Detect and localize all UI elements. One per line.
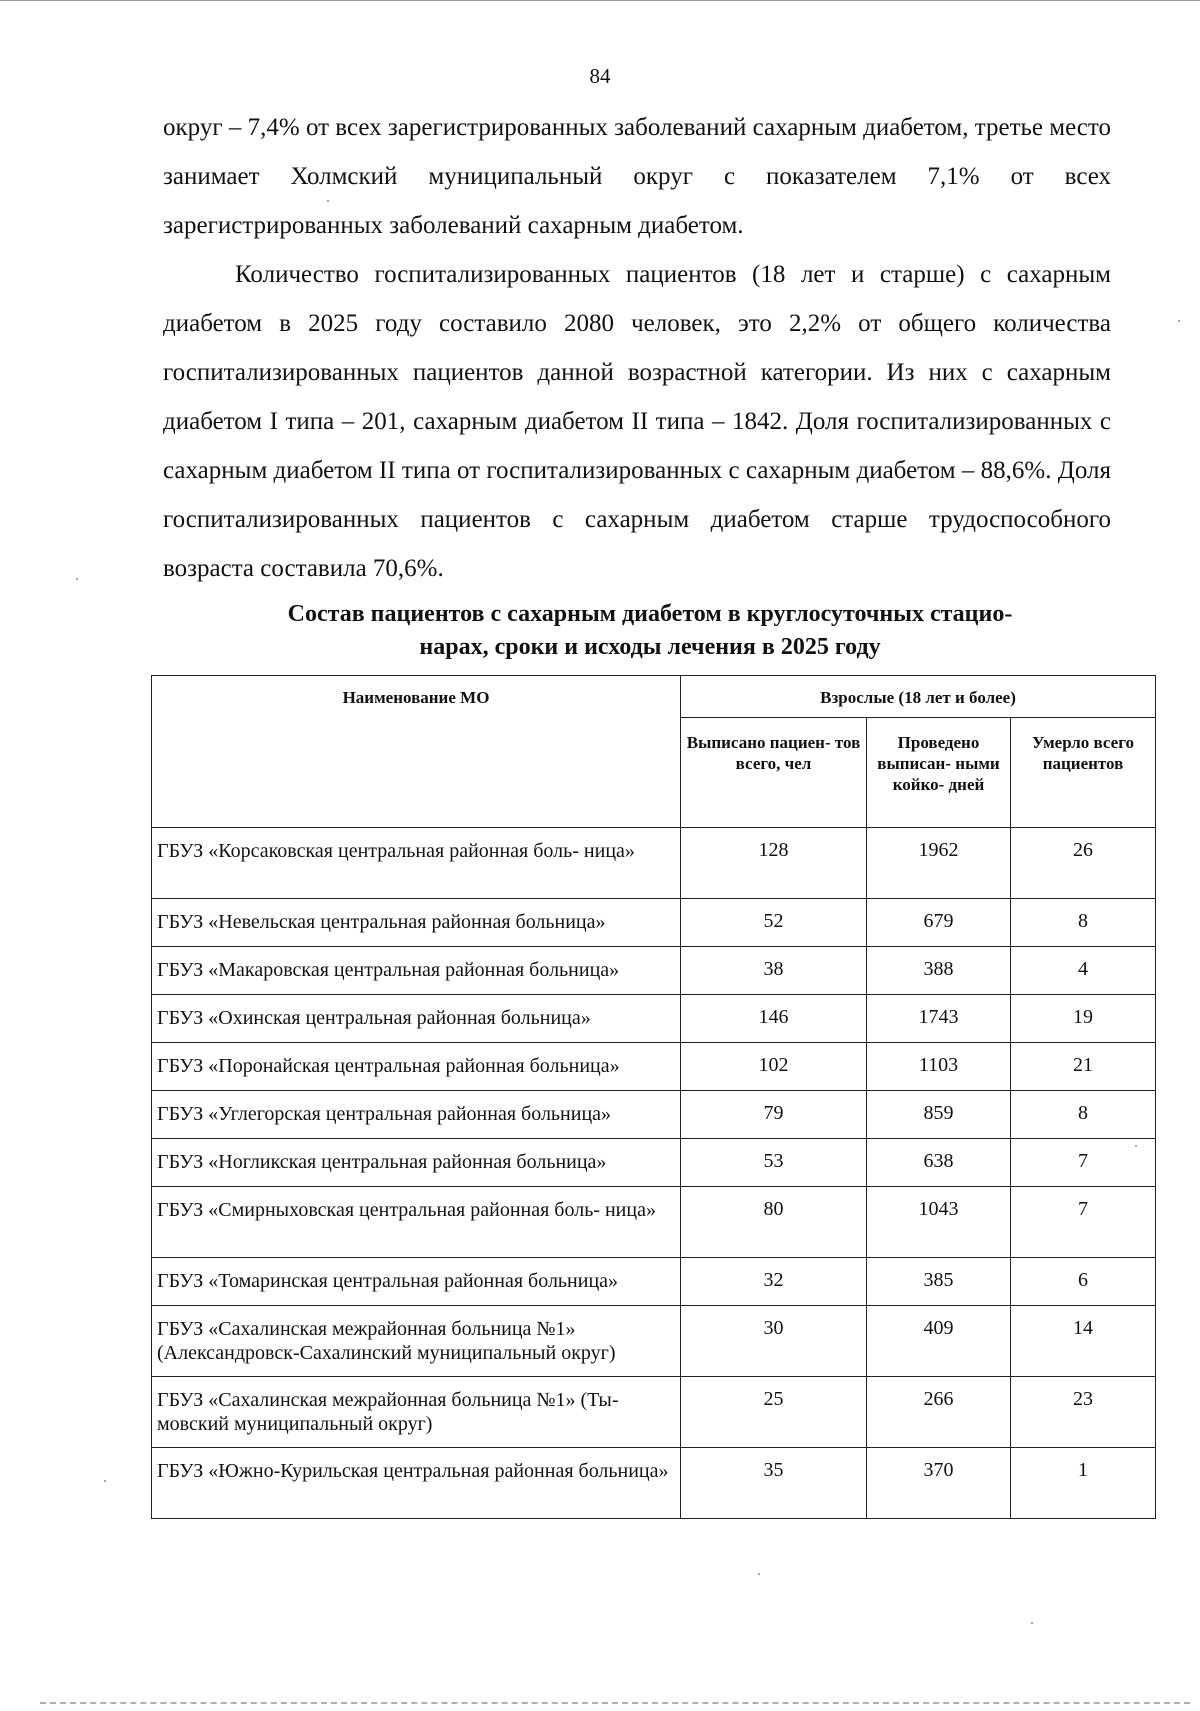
row-bed-days: 679: [867, 899, 1011, 947]
row-died: 7: [1011, 1187, 1156, 1258]
row-bed-days: 370: [867, 1448, 1011, 1519]
table-row: [152, 1187, 1156, 1258]
scan-speck: [104, 1480, 106, 1482]
row-organization-name: ГБУЗ «Углегорская центральная районная больница»: [152, 1091, 681, 1139]
row-organization-name: ГБУЗ «Ногликская центральная районная больница»: [152, 1139, 681, 1187]
scan-speck: [327, 200, 329, 202]
row-died: 23: [1011, 1377, 1156, 1448]
table-row: [152, 1377, 1156, 1448]
header-died: Умерло всего пациентов: [1011, 718, 1156, 828]
row-discharged: 38: [681, 947, 867, 995]
row-bed-days: 1103: [867, 1043, 1011, 1091]
row-bed-days: 388: [867, 947, 1011, 995]
table-title-line-2: нарах, сроки и исходы лечения в 2025 году: [419, 634, 881, 660]
row-organization-name: ГБУЗ «Макаровская центральная районная больница»: [152, 947, 681, 995]
row-bed-days: 385: [867, 1258, 1011, 1306]
paragraph-1: округ – 7,4% от всех зарегистрированных заболеваний сахарным диабетом, третье место занимает Холмский муниципальный округ с показателем 7,1% от всех зарегистрированных заболеваний сахарным диабетом.: [163, 114, 1111, 239]
scan-speck: [1031, 1622, 1033, 1624]
row-died: 7: [1011, 1139, 1156, 1187]
row-discharged: 25: [681, 1377, 867, 1448]
row-discharged: 128: [681, 828, 867, 899]
row-bed-days: 266: [867, 1377, 1011, 1448]
row-died: 14: [1011, 1306, 1156, 1377]
row-organization-name: ГБУЗ «Сахалинская межрайонная больница №1» (Александровск-Сахалинский муниципальный округ): [152, 1306, 681, 1377]
row-bed-days: 638: [867, 1139, 1011, 1187]
scan-speck: [1135, 1145, 1137, 1147]
table-row: [152, 995, 1156, 1043]
row-discharged: 80: [681, 1187, 867, 1258]
row-bed-days: 859: [867, 1091, 1011, 1139]
table-row: [152, 1448, 1156, 1519]
row-bed-days: 409: [867, 1306, 1011, 1377]
row-organization-name: ГБУЗ «Смирныховская центральная районная боль- ница»: [152, 1187, 681, 1258]
header-discharged: Выписано пациен- тов всего, чел: [681, 718, 867, 828]
table-row: [152, 828, 1156, 899]
table-row: [152, 947, 1156, 995]
row-discharged: 30: [681, 1306, 867, 1377]
header-adults-group: Взрослые (18 лет и более): [681, 676, 1156, 718]
table-row: [152, 1091, 1156, 1139]
row-discharged: 32: [681, 1258, 867, 1306]
patients-table: [151, 675, 1156, 1519]
scan-speck: [76, 578, 78, 580]
row-died: 1: [1011, 1448, 1156, 1519]
row-bed-days: 1043: [867, 1187, 1011, 1258]
row-died: 6: [1011, 1258, 1156, 1306]
row-organization-name: ГБУЗ «Южно-Курильская центральная районная больница»: [152, 1448, 681, 1519]
header-bed-days: Проведено выписан- ными койко- дней: [867, 718, 1011, 828]
scan-speck: [758, 1573, 760, 1575]
scan-speck: [1178, 320, 1180, 322]
row-organization-name: ГБУЗ «Поронайская центральная районная больница»: [152, 1043, 681, 1091]
table-row: [152, 1258, 1156, 1306]
row-bed-days: 1962: [867, 828, 1011, 899]
row-discharged: 53: [681, 1139, 867, 1187]
row-died: 8: [1011, 1091, 1156, 1139]
table-row: [152, 1139, 1156, 1187]
table-row: [152, 899, 1156, 947]
scan-top-edge: [0, 0, 1200, 3]
header-organization-name: Наименование МО: [152, 676, 681, 828]
row-died: 19: [1011, 995, 1156, 1043]
table-row: [152, 1306, 1156, 1377]
scan-bottom-edge: [40, 1702, 1190, 1704]
row-discharged: 35: [681, 1448, 867, 1519]
table-title-line-1: Состав пациентов с сахарным диабетом в круглосуточных стацио-: [287, 601, 1013, 627]
row-organization-name: ГБУЗ «Сахалинская межрайонная больница №1» (Ты- мовский муниципальный округ): [152, 1377, 681, 1448]
paragraph-2: Количество госпитализированных пациентов (18 лет и старше) с сахарным диабетом в 2025 году составило 2080 человек, это 2,2% от общего количества госпитализированных пациентов данной возрастной категории. Из них с сахарным диабетом I типа – 201, сахарным диабетом II типа – 1842. Доля госпитализированных с сахарным диабетом II типа от госпитализированных с сахарным диабетом – 88,6%. Доля госпитализированных пациентов с сахарным диабетом старше трудоспособного возраста составила 70,6%.: [163, 261, 1111, 582]
row-organization-name: ГБУЗ «Томаринская центральная районная больница»: [152, 1258, 681, 1306]
row-organization-name: ГБУЗ «Охинская центральная районная больница»: [152, 995, 681, 1043]
row-discharged: 79: [681, 1091, 867, 1139]
page-number: 84: [589, 64, 611, 88]
row-bed-days: 1743: [867, 995, 1011, 1043]
row-organization-name: ГБУЗ «Невельская центральная районная больница»: [152, 899, 681, 947]
table-row: [152, 1043, 1156, 1091]
row-organization-name: ГБУЗ «Корсаковская центральная районная боль- ница»: [152, 828, 681, 899]
row-died: 8: [1011, 899, 1156, 947]
row-discharged: 52: [681, 899, 867, 947]
row-died: 26: [1011, 828, 1156, 899]
row-died: 21: [1011, 1043, 1156, 1091]
row-discharged: 146: [681, 995, 867, 1043]
table-title: [150, 598, 1150, 664]
row-discharged: 102: [681, 1043, 867, 1091]
row-died: 4: [1011, 947, 1156, 995]
